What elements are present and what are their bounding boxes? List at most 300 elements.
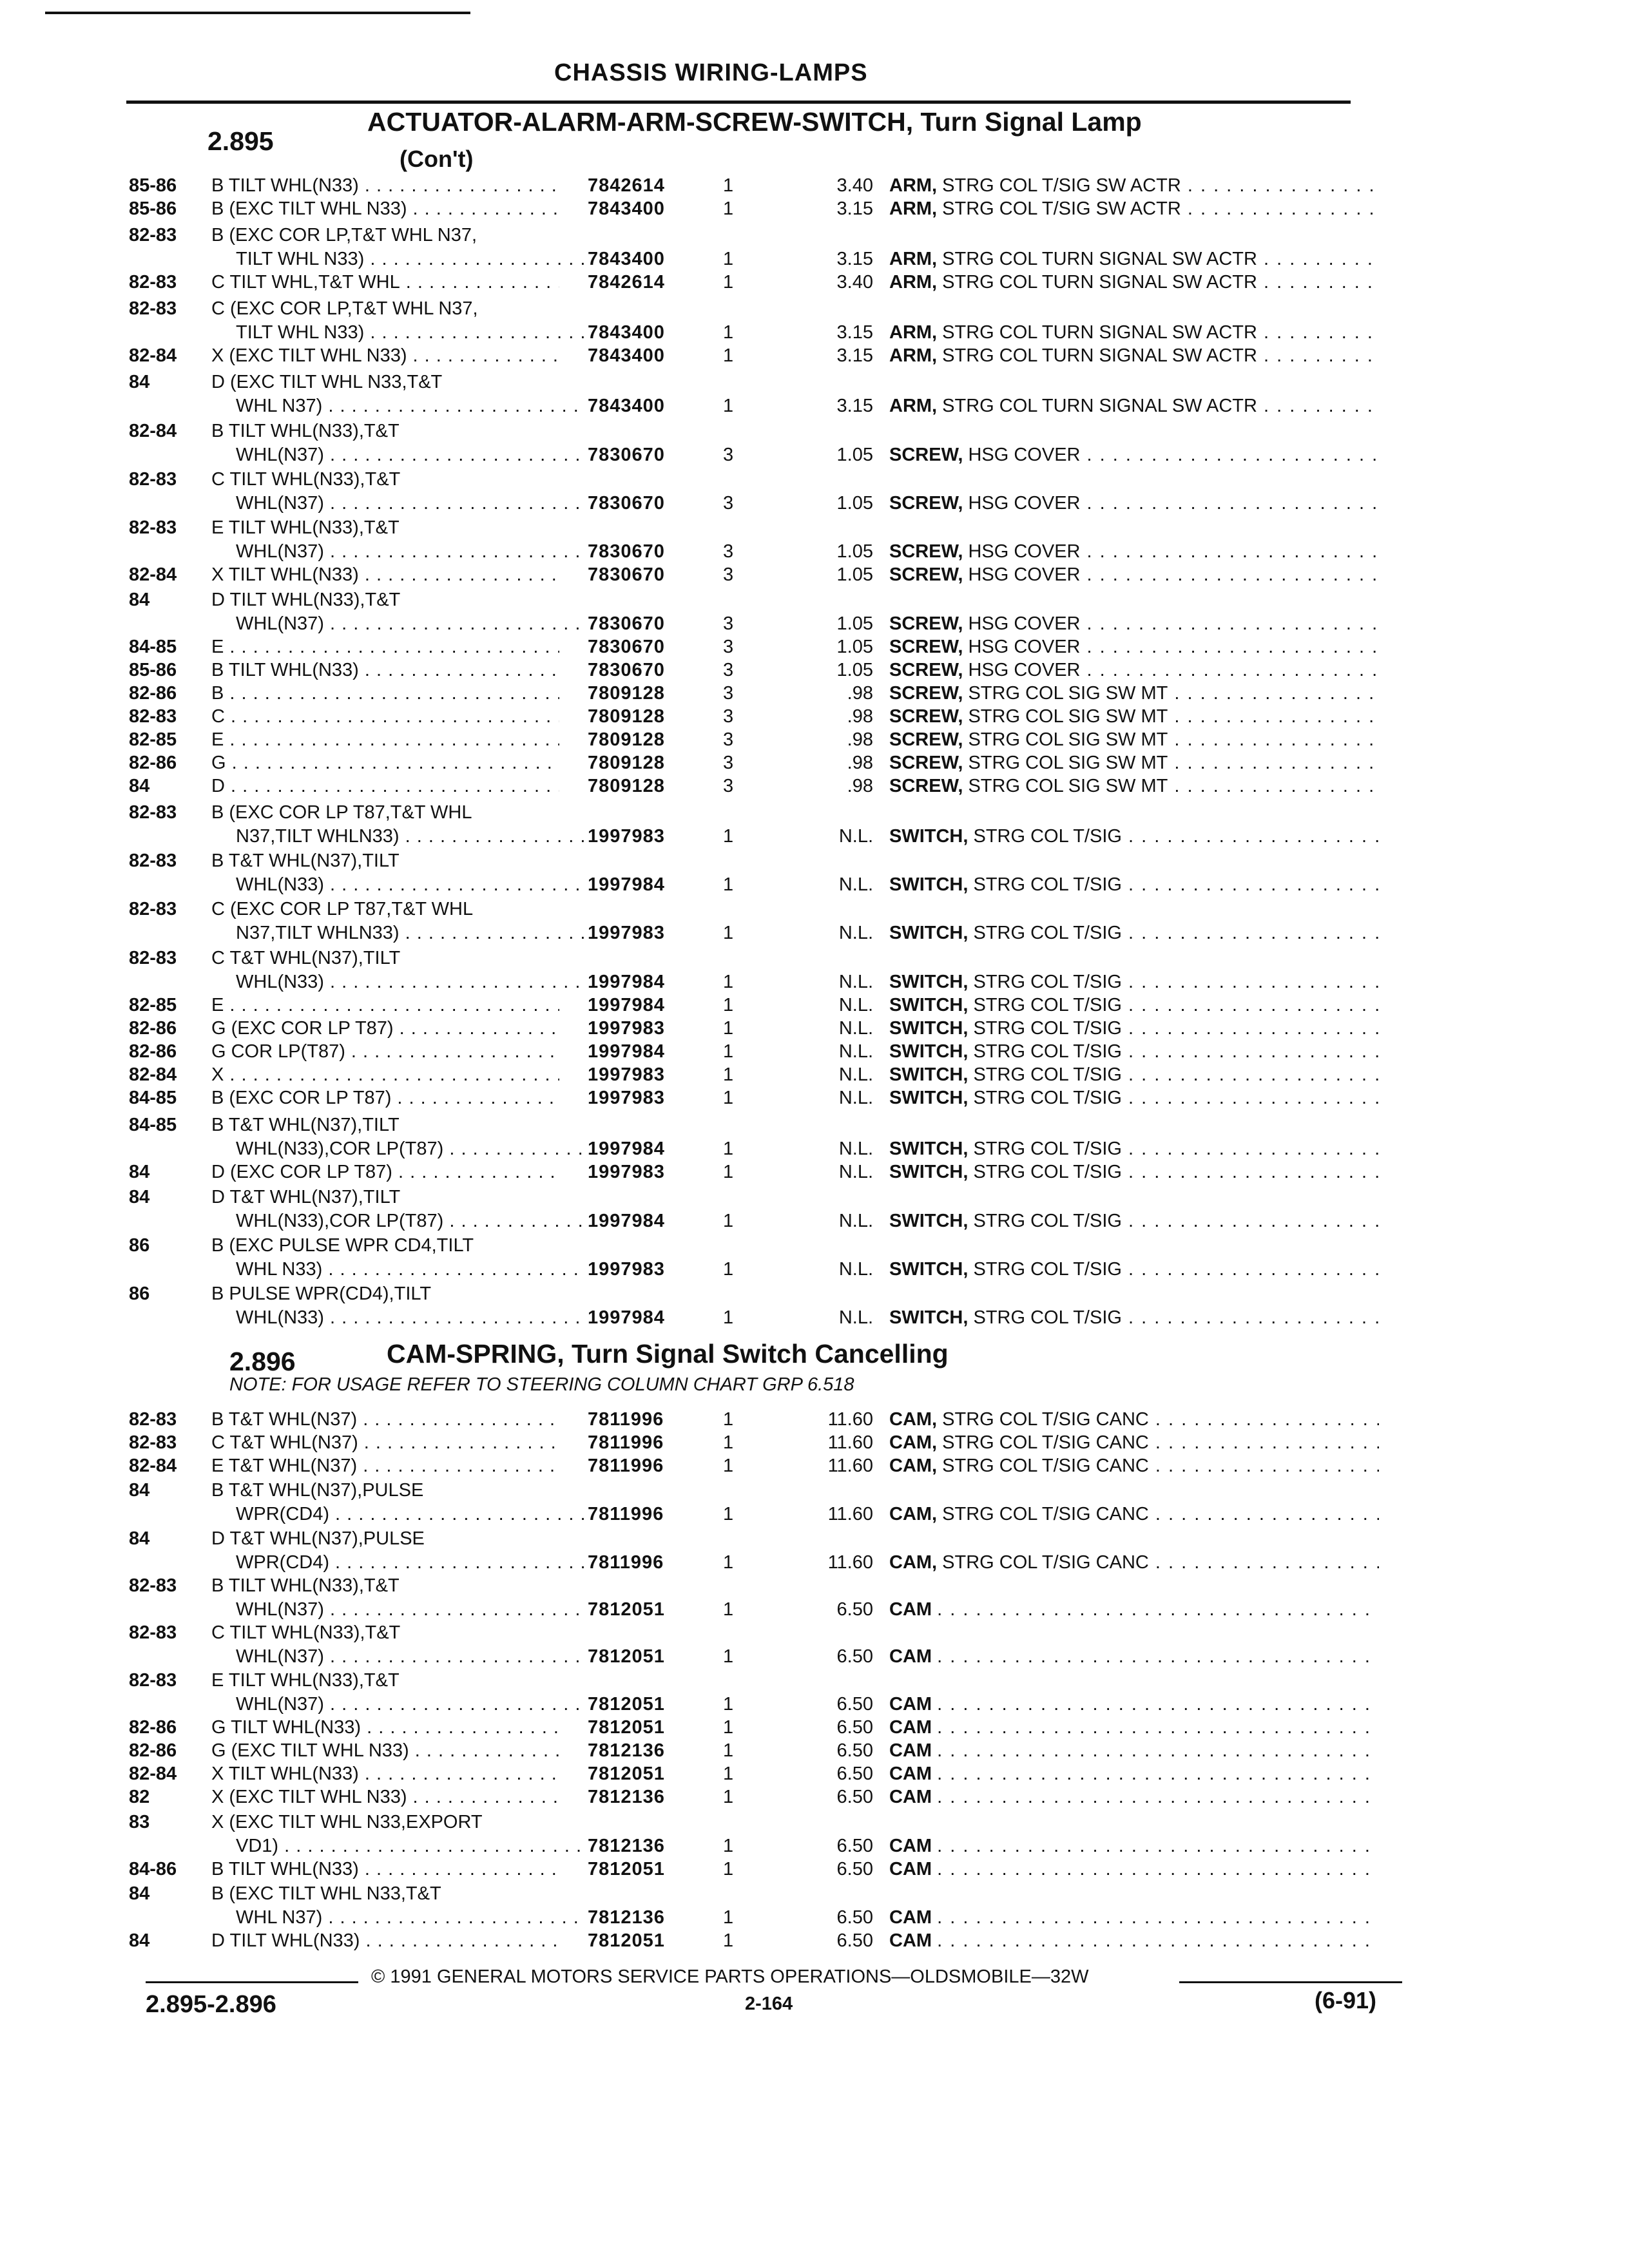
row-application: B TILT WHL(N33) . . . bbox=[211, 1858, 559, 1881]
row-application-continued: WHL(N33) . . . bbox=[236, 1306, 584, 1329]
row-description-noun: ARM, bbox=[889, 175, 938, 196]
row-description-noun: CAM bbox=[889, 1740, 932, 1761]
row-application: B (EXC COR LP T87) . . . bbox=[211, 1086, 559, 1110]
table-row-continuation bbox=[0, 1137, 1629, 1160]
row-years: 83 bbox=[129, 1812, 150, 1832]
table-row bbox=[0, 1716, 1629, 1739]
row-description bbox=[889, 658, 1379, 682]
row-description bbox=[889, 1454, 1379, 1477]
row-price: .98 bbox=[847, 706, 873, 727]
table-row bbox=[0, 635, 1629, 658]
row-part-number: 7811996 bbox=[588, 1552, 664, 1573]
row-part-number: 7830670 bbox=[588, 660, 665, 680]
row-application-continued: WHL(N37) . . . bbox=[236, 1645, 584, 1668]
row-part-number: 7843400 bbox=[588, 249, 665, 269]
row-description-text: HSG COVER bbox=[968, 564, 1081, 585]
row-description bbox=[889, 1040, 1379, 1063]
row-part-number: 1997984 bbox=[588, 1041, 665, 1062]
row-description bbox=[889, 1551, 1379, 1574]
row-quantity: 1 bbox=[723, 1859, 734, 1879]
table-row bbox=[0, 1113, 1629, 1137]
row-quantity: 3 bbox=[723, 706, 734, 727]
row-description-text: STRG COL T/SIG bbox=[973, 1211, 1122, 1231]
row-description-text: STRG COL T/SIG CANC bbox=[942, 1552, 1149, 1573]
row-description-noun: CAM bbox=[889, 1599, 932, 1620]
row-price: N.L. bbox=[838, 826, 873, 847]
row-description bbox=[889, 1785, 1379, 1809]
row-part-number: 7811996 bbox=[588, 1432, 664, 1453]
row-description-text: STRG COL T/SIG bbox=[973, 826, 1122, 847]
table-row bbox=[0, 1574, 1629, 1597]
row-description-noun: SCREW, bbox=[889, 613, 963, 634]
row-description-text: HSG COVER bbox=[968, 660, 1081, 680]
row-part-number: 7811996 bbox=[588, 1504, 664, 1524]
table-row-continuation bbox=[0, 1258, 1629, 1281]
row-description-text: STRG COL T/SIG bbox=[973, 1259, 1122, 1280]
row-description-text: STRG COL T/SIG bbox=[973, 1018, 1122, 1039]
row-description bbox=[889, 751, 1379, 774]
row-quantity: 3 bbox=[723, 776, 734, 796]
row-part-number: 7809128 bbox=[588, 683, 665, 704]
row-part-number: 7830670 bbox=[588, 445, 665, 465]
row-quantity: 1 bbox=[723, 1907, 734, 1928]
row-description-noun: SWITCH, bbox=[889, 1088, 969, 1108]
row-description bbox=[889, 612, 1379, 635]
row-years: 84 bbox=[129, 372, 150, 392]
table-row-continuation bbox=[0, 1551, 1629, 1574]
row-years: 82-83 bbox=[129, 1622, 177, 1643]
row-application: B (EXC COR LP T87,T&T WHL bbox=[211, 802, 472, 823]
table-row-continuation bbox=[0, 492, 1629, 515]
row-years: 82-84 bbox=[129, 1763, 177, 1784]
row-description-noun: SWITCH, bbox=[889, 1041, 969, 1062]
row-years: 82-83 bbox=[129, 469, 177, 490]
row-description-noun: SCREW, bbox=[889, 683, 963, 704]
row-application: X . . . bbox=[211, 1063, 559, 1086]
row-application: X (EXC TILT WHL N33,EXPORT bbox=[211, 1812, 483, 1832]
row-quantity: 3 bbox=[723, 541, 734, 562]
row-application: D (EXC COR LP T87) . . . bbox=[211, 1160, 559, 1184]
row-years: 82-84 bbox=[129, 1064, 177, 1085]
row-application: D TILT WHL(N33),T&T bbox=[211, 590, 401, 610]
row-years: 82-84 bbox=[129, 1456, 177, 1476]
row-quantity: 3 bbox=[723, 445, 734, 465]
row-description-noun: SCREW, bbox=[889, 445, 963, 465]
row-years: 82-83 bbox=[129, 1409, 177, 1430]
row-price: 6.50 bbox=[836, 1836, 873, 1856]
row-part-number: 1997984 bbox=[588, 1307, 665, 1328]
table-row bbox=[0, 898, 1629, 921]
row-quantity: 1 bbox=[723, 1041, 734, 1062]
row-application: G . . . bbox=[211, 751, 559, 774]
row-description-text: HSG COVER bbox=[968, 541, 1081, 562]
row-description-noun: ARM, bbox=[889, 396, 938, 416]
row-application-continued: WHL(N33) . . . bbox=[236, 873, 584, 896]
row-years: 82-84 bbox=[129, 564, 177, 585]
row-price: 6.50 bbox=[836, 1763, 873, 1784]
table-row bbox=[0, 468, 1629, 491]
row-application-continued: WHL(N37) . . . bbox=[236, 492, 584, 515]
table-row-continuation bbox=[0, 394, 1629, 418]
row-price: 6.50 bbox=[836, 1599, 873, 1620]
row-quantity: 1 bbox=[723, 923, 734, 943]
table-row-continuation bbox=[0, 443, 1629, 466]
table-row-continuation bbox=[0, 873, 1629, 896]
row-years: 82-83 bbox=[129, 272, 177, 293]
row-application: C TILT WHL(N33),T&T bbox=[211, 469, 401, 490]
row-years: 82-86 bbox=[129, 753, 177, 773]
row-quantity: 1 bbox=[723, 1307, 734, 1328]
row-description bbox=[889, 682, 1379, 705]
row-description-noun: CAM, bbox=[889, 1504, 938, 1524]
row-description-noun: SWITCH, bbox=[889, 1259, 969, 1280]
row-years: 84 bbox=[129, 776, 150, 796]
row-description-text: STRG COL T/SIG SW ACTR bbox=[942, 175, 1181, 196]
row-quantity: 1 bbox=[723, 1211, 734, 1231]
row-application-continued: WHL N37) . . . bbox=[236, 1906, 584, 1929]
row-price: 6.50 bbox=[836, 1907, 873, 1928]
row-application: G (EXC TILT WHL N33) . . . bbox=[211, 1739, 559, 1762]
row-years: 82-83 bbox=[129, 517, 177, 538]
row-description-text: HSG COVER bbox=[968, 637, 1081, 657]
row-description-noun: CAM bbox=[889, 1787, 932, 1807]
row-part-number: 7843400 bbox=[588, 198, 665, 219]
row-application-continued: WHL(N37) . . . bbox=[236, 1693, 584, 1716]
row-description-noun: CAM bbox=[889, 1763, 932, 1784]
row-application-continued: WHL N33) . . . bbox=[236, 1258, 584, 1281]
row-price: 11.60 bbox=[827, 1456, 873, 1476]
row-description bbox=[889, 1209, 1379, 1233]
row-description bbox=[889, 994, 1379, 1017]
row-price: 1.05 bbox=[836, 613, 873, 634]
table-row-continuation bbox=[0, 1598, 1629, 1621]
row-description-noun: SWITCH, bbox=[889, 1162, 969, 1182]
row-price: 11.60 bbox=[827, 1504, 873, 1524]
row-quantity: 3 bbox=[723, 753, 734, 773]
row-description bbox=[889, 1739, 1379, 1762]
row-part-number: 7812051 bbox=[588, 1930, 665, 1951]
row-application: C TILT WHL(N33),T&T bbox=[211, 1622, 401, 1643]
row-quantity: 3 bbox=[723, 613, 734, 634]
row-years: 82-86 bbox=[129, 1041, 177, 1062]
row-application: B (EXC TILT WHL N33,T&T bbox=[211, 1883, 441, 1904]
table-row bbox=[0, 1882, 1629, 1905]
table-row bbox=[0, 1063, 1629, 1086]
row-quantity: 1 bbox=[723, 972, 734, 992]
footer-copyright: © 1991 GENERAL MOTORS SERVICE PARTS OPERATIONS—OLDSMOBILE—32W bbox=[371, 1966, 1089, 1987]
row-application: E . . . bbox=[211, 635, 559, 658]
row-price: 1.05 bbox=[836, 541, 873, 562]
row-price: 1.05 bbox=[836, 637, 873, 657]
row-quantity: 1 bbox=[723, 1064, 734, 1085]
row-description bbox=[889, 774, 1379, 798]
row-application: E . . . bbox=[211, 994, 559, 1017]
row-price: .98 bbox=[847, 683, 873, 704]
row-part-number: 1997984 bbox=[588, 1211, 665, 1231]
row-part-number: 7830670 bbox=[588, 564, 665, 585]
table-row bbox=[0, 1408, 1629, 1431]
row-quantity: 1 bbox=[723, 1787, 734, 1807]
row-application-continued: WHL(N37) . . . bbox=[236, 443, 584, 466]
row-description bbox=[889, 1017, 1379, 1040]
row-part-number: 1997983 bbox=[588, 1162, 665, 1182]
table-row bbox=[0, 516, 1629, 539]
row-application: C T&T WHL(N37),TILT bbox=[211, 948, 401, 968]
row-part-number: 1997983 bbox=[588, 1064, 665, 1085]
row-application: B TILT WHL(N33),T&T bbox=[211, 421, 400, 441]
row-quantity: 1 bbox=[723, 1740, 734, 1761]
row-part-number: 1997984 bbox=[588, 1139, 665, 1159]
row-application: C T&T WHL(N37) . . . bbox=[211, 1431, 559, 1454]
row-years: 84-85 bbox=[129, 637, 177, 657]
row-quantity: 1 bbox=[723, 1139, 734, 1159]
row-application-continued: TILT WHL N33) . . . bbox=[236, 321, 584, 344]
row-description-noun: CAM bbox=[889, 1930, 932, 1951]
page-header-title: CHASSIS WIRING-LAMPS bbox=[554, 59, 868, 86]
row-description-noun: SWITCH, bbox=[889, 972, 969, 992]
row-description-text: STRG COL T/SIG bbox=[973, 1162, 1122, 1182]
row-description bbox=[889, 1306, 1379, 1329]
table-row bbox=[0, 1282, 1629, 1305]
row-description-text: STRG COL T/SIG bbox=[973, 1041, 1122, 1062]
row-application-continued: WPR(CD4) . . . bbox=[236, 1503, 584, 1526]
row-description-noun: SWITCH, bbox=[889, 923, 969, 943]
row-description-noun: SCREW, bbox=[889, 564, 963, 585]
row-application-continued: WHL(N37) . . . bbox=[236, 540, 584, 563]
row-application: B . . . bbox=[211, 682, 559, 705]
row-part-number: 7812051 bbox=[588, 1859, 665, 1879]
table-row bbox=[0, 1858, 1629, 1881]
row-description-noun: CAM, bbox=[889, 1409, 938, 1430]
table-row bbox=[0, 1621, 1629, 1644]
row-description-noun: CAM bbox=[889, 1717, 932, 1738]
table-row bbox=[0, 1160, 1629, 1184]
table-row bbox=[0, 1186, 1629, 1209]
row-description-text: STRG COL T/SIG SW ACTR bbox=[942, 198, 1181, 219]
row-description-noun: SCREW, bbox=[889, 541, 963, 562]
row-part-number: 7809128 bbox=[588, 706, 665, 727]
row-description-text: STRG COL T/SIG bbox=[973, 1064, 1122, 1085]
row-application: B T&T WHL(N37),PULSE bbox=[211, 1480, 424, 1501]
row-description bbox=[889, 540, 1379, 563]
row-application-continued: VD1) . . . bbox=[236, 1834, 584, 1858]
row-application: B (EXC TILT WHL N33) . . . bbox=[211, 197, 559, 220]
row-years: 82 bbox=[129, 1787, 150, 1807]
row-application: X (EXC TILT WHL N33) . . . bbox=[211, 1785, 559, 1809]
table-row-continuation bbox=[0, 970, 1629, 994]
table-row bbox=[0, 1739, 1629, 1762]
row-description-text: STRG COL T/SIG bbox=[973, 874, 1122, 895]
row-years: 86 bbox=[129, 1235, 150, 1256]
row-description bbox=[889, 1834, 1379, 1858]
row-years: 84-86 bbox=[129, 1859, 177, 1879]
row-quantity: 1 bbox=[723, 1088, 734, 1108]
footer-page-number: 2-164 bbox=[745, 1994, 793, 2014]
table-row bbox=[0, 705, 1629, 728]
row-years: 85-86 bbox=[129, 198, 177, 219]
row-description-text: STRG COL T/SIG CANC bbox=[942, 1409, 1149, 1430]
table-row bbox=[0, 419, 1629, 443]
table-row bbox=[0, 849, 1629, 872]
table-row bbox=[0, 1454, 1629, 1477]
row-description bbox=[889, 873, 1379, 896]
table-row bbox=[0, 1929, 1629, 1952]
row-price: N.L. bbox=[838, 995, 873, 1015]
row-years: 82-83 bbox=[129, 802, 177, 823]
row-description-noun: SWITCH, bbox=[889, 1064, 969, 1085]
row-description-noun: CAM bbox=[889, 1836, 932, 1856]
row-description bbox=[889, 921, 1379, 945]
row-description-noun: SWITCH, bbox=[889, 1139, 969, 1159]
row-price: 11.60 bbox=[827, 1432, 873, 1453]
table-row-continuation bbox=[0, 1306, 1629, 1329]
row-price: 1.05 bbox=[836, 564, 873, 585]
row-quantity: 3 bbox=[723, 660, 734, 680]
row-description bbox=[889, 1408, 1379, 1431]
row-description bbox=[889, 443, 1379, 466]
row-quantity: 3 bbox=[723, 564, 734, 585]
usage-note: NOTE: FOR USAGE REFER TO STEERING COLUMN CHART GRP 6.518 bbox=[229, 1374, 854, 1395]
row-application-continued: WHL N37) . . . bbox=[236, 394, 584, 418]
row-application: G (EXC COR LP T87) . . . bbox=[211, 1017, 559, 1040]
row-description bbox=[889, 247, 1379, 271]
table-row bbox=[0, 224, 1629, 247]
row-description-text: STRG COL SIG SW MT bbox=[968, 729, 1168, 750]
table-row bbox=[0, 563, 1629, 586]
row-part-number: 7812136 bbox=[588, 1740, 665, 1761]
row-price: 11.60 bbox=[827, 1409, 873, 1430]
row-quantity: 1 bbox=[723, 1018, 734, 1039]
row-price: 6.50 bbox=[836, 1717, 873, 1738]
row-quantity: 1 bbox=[723, 826, 734, 847]
row-quantity: 1 bbox=[723, 1930, 734, 1951]
row-description-noun: ARM, bbox=[889, 345, 938, 366]
row-application: B TILT WHL(N33) . . . bbox=[211, 174, 559, 197]
row-part-number: 7809128 bbox=[588, 729, 665, 750]
row-application: B PULSE WPR(CD4),TILT bbox=[211, 1283, 432, 1304]
row-application: B (EXC COR LP,T&T WHL N37, bbox=[211, 225, 477, 245]
row-application: B (EXC PULSE WPR CD4,TILT bbox=[211, 1235, 474, 1256]
row-years: 84 bbox=[129, 1883, 150, 1904]
row-description-noun: SCREW, bbox=[889, 660, 963, 680]
row-quantity: 1 bbox=[723, 249, 734, 269]
row-price: N.L. bbox=[838, 1041, 873, 1062]
row-application: C TILT WHL,T&T WHL . . . bbox=[211, 271, 559, 294]
row-part-number: 7843400 bbox=[588, 322, 665, 343]
row-years: 82-83 bbox=[129, 706, 177, 727]
row-application: E T&T WHL(N37) . . . bbox=[211, 1454, 559, 1477]
table-row bbox=[0, 1431, 1629, 1454]
row-years: 82-83 bbox=[129, 850, 177, 871]
row-description-text: STRG COL T/SIG bbox=[973, 1139, 1122, 1159]
row-part-number: 1997984 bbox=[588, 972, 665, 992]
table-row bbox=[0, 1527, 1629, 1550]
row-years: 84-85 bbox=[129, 1088, 177, 1108]
row-price: 6.50 bbox=[836, 1740, 873, 1761]
row-quantity: 1 bbox=[723, 272, 734, 293]
table-row-continuation bbox=[0, 921, 1629, 945]
row-application: X TILT WHL(N33) . . . bbox=[211, 563, 559, 586]
row-application-continued: WHL(N33) . . . bbox=[236, 970, 584, 994]
row-application: X TILT WHL(N33) . . . bbox=[211, 1762, 559, 1785]
row-years: 82-86 bbox=[129, 1717, 177, 1738]
table-row bbox=[0, 1479, 1629, 1502]
row-quantity: 1 bbox=[723, 1504, 734, 1524]
row-application: B T&T WHL(N37),TILT bbox=[211, 850, 400, 871]
row-description-text: HSG COVER bbox=[968, 445, 1081, 465]
row-price: N.L. bbox=[838, 874, 873, 895]
table-row bbox=[0, 370, 1629, 394]
row-description bbox=[889, 563, 1379, 586]
row-years: 84 bbox=[129, 1930, 150, 1951]
group-number: 2.895 bbox=[207, 126, 274, 156]
row-part-number: 7830670 bbox=[588, 613, 665, 634]
row-price: N.L. bbox=[838, 1259, 873, 1280]
table-row bbox=[0, 728, 1629, 751]
row-quantity: 1 bbox=[723, 322, 734, 343]
row-application: D TILT WHL(N33) . . . bbox=[211, 1929, 559, 1952]
row-description bbox=[889, 970, 1379, 994]
row-quantity: 1 bbox=[723, 1162, 734, 1182]
row-application: B T&T WHL(N37) . . . bbox=[211, 1408, 559, 1431]
row-years: 84 bbox=[129, 1187, 150, 1207]
table-row-continuation bbox=[0, 1503, 1629, 1526]
row-years: 85-86 bbox=[129, 175, 177, 196]
table-row-continuation bbox=[0, 540, 1629, 563]
row-description-noun: SCREW, bbox=[889, 637, 963, 657]
row-years: 85-86 bbox=[129, 660, 177, 680]
row-application-continued: WPR(CD4) . . . bbox=[236, 1551, 584, 1574]
row-price: 11.60 bbox=[827, 1552, 873, 1573]
row-application-continued: N37,TILT WHLN33) . . . bbox=[236, 825, 584, 848]
footer-date: (6-91) bbox=[1315, 1987, 1377, 2013]
row-description bbox=[889, 1693, 1379, 1716]
row-years: 82-83 bbox=[129, 1670, 177, 1691]
top-left-rule bbox=[45, 12, 470, 14]
row-description-noun: SWITCH, bbox=[889, 995, 969, 1015]
row-description bbox=[889, 1858, 1379, 1881]
row-description bbox=[889, 825, 1379, 848]
row-part-number: 7843400 bbox=[588, 345, 665, 366]
table-row bbox=[0, 658, 1629, 682]
row-description bbox=[889, 1598, 1379, 1621]
row-description-text: STRG COL SIG SW MT bbox=[968, 753, 1168, 773]
row-description-noun: CAM bbox=[889, 1694, 932, 1715]
row-description bbox=[889, 1645, 1379, 1668]
row-description-text: STRG COL T/SIG CANC bbox=[942, 1432, 1149, 1453]
table-row-continuation bbox=[0, 321, 1629, 344]
row-application: C (EXC COR LP T87,T&T WHL bbox=[211, 899, 474, 919]
row-application-continued: WHL(N37) . . . bbox=[236, 612, 584, 635]
table-row-continuation bbox=[0, 247, 1629, 271]
row-quantity: 1 bbox=[723, 874, 734, 895]
table-row bbox=[0, 1811, 1629, 1834]
table-row bbox=[0, 1234, 1629, 1257]
table-row-continuation bbox=[0, 1209, 1629, 1233]
row-years: 82-83 bbox=[129, 225, 177, 245]
row-part-number: 7812051 bbox=[588, 1763, 665, 1784]
row-description-text: STRG COL SIG SW MT bbox=[968, 706, 1168, 727]
table-row bbox=[0, 1669, 1629, 1692]
row-price: 3.15 bbox=[836, 396, 873, 416]
row-part-number: 1997983 bbox=[588, 1259, 665, 1280]
row-description bbox=[889, 271, 1379, 294]
row-price: N.L. bbox=[838, 1162, 873, 1182]
row-years: 82-85 bbox=[129, 995, 177, 1015]
row-description bbox=[889, 394, 1379, 418]
row-quantity: 1 bbox=[723, 1717, 734, 1738]
table-row bbox=[0, 1762, 1629, 1785]
